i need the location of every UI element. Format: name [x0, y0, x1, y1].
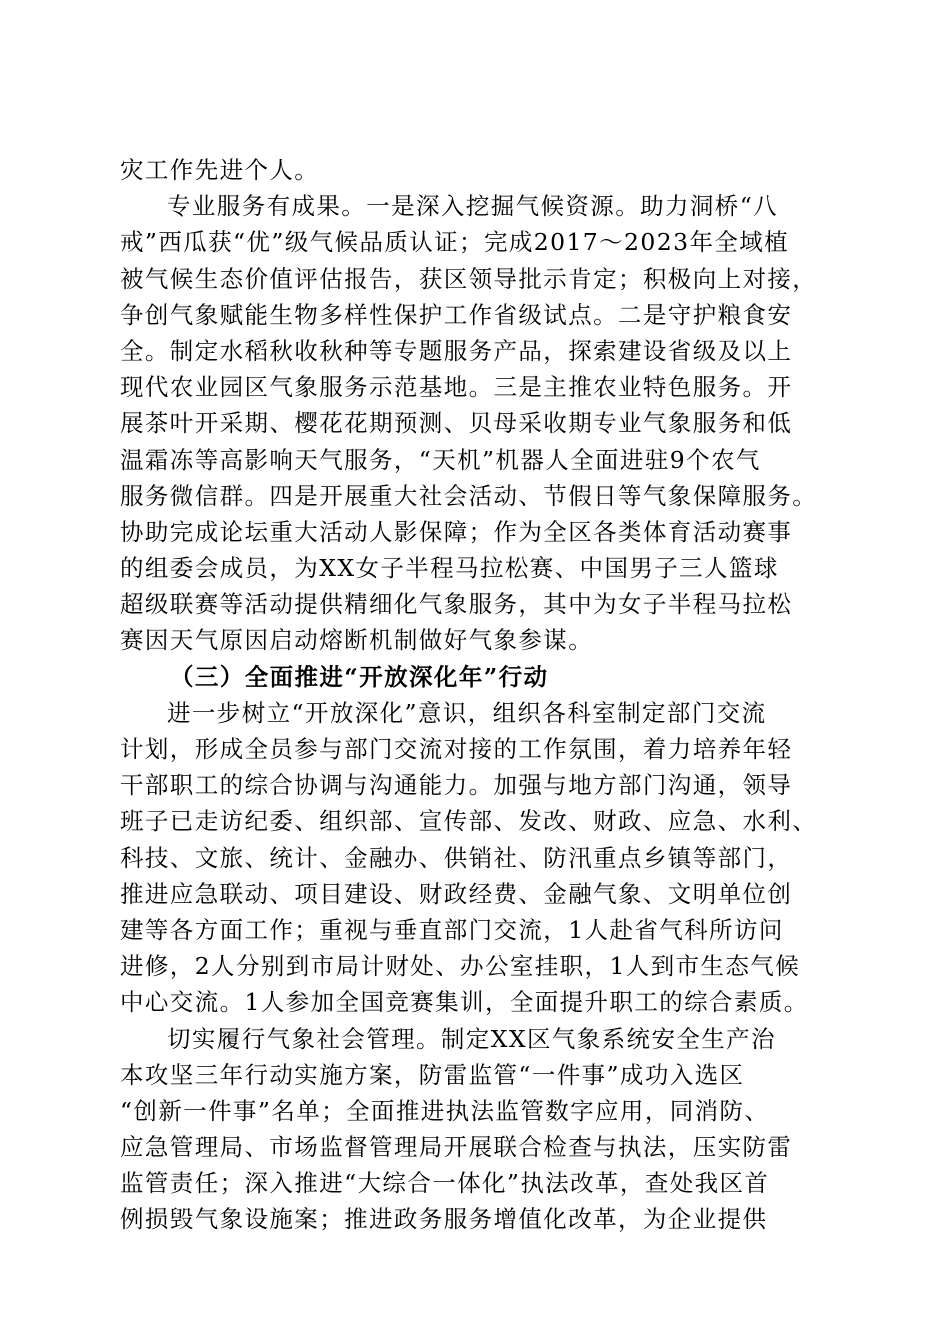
paragraph-line: 争创气象赋能生物多样性保护工作省级试点。二是守护粮食安: [120, 300, 793, 329]
paragraph-line: “创新一件事”名单；全面推进执法监管数字应用，同消防、: [120, 1096, 770, 1125]
paragraph-line: 温霜冻等高影响天气服务，“天机”机器人全面进驻9个农气: [120, 445, 761, 474]
paragraph-line: 监管责任；深入推进“大综合一体化”执法改革，查处我区首: [120, 1169, 770, 1198]
paragraph-line: 例损毁气象设施案；推进政务服务增值化改革，为企业提供: [120, 1205, 768, 1234]
paragraph-line: 专业服务有成果。一是深入挖掘气候资源。助力洞桥“八: [167, 192, 779, 221]
paragraph-line: 科技、文旅、统计、金融办、供销社、防汛重点乡镇等部门，: [120, 843, 793, 872]
paragraph-line: 计划，形成全员参与部门交流对接的工作氛围，着力培养年轻: [120, 735, 793, 763]
paragraph-line: 进修，2人分别到市局计财处、办公室挂职，1人到市生态气候: [120, 952, 801, 981]
paragraph-line: 建等各方面工作；重视与垂直部门交流，1人赴省气科所访问: [120, 915, 784, 944]
paragraph-line: 切实履行气象社会管理。制定XX区气象系统安全生产治: [167, 1024, 776, 1053]
paragraph-line: 展茶叶开采期、樱花花期预测、贝母采收期专业气象服务和低: [120, 409, 793, 438]
paragraph-line: 本攻坚三年行动实施方案，防雷监管“一件事”成功入选区: [120, 1060, 745, 1089]
paragraph-line: 现代农业园区气象服务示范基地。三是主推农业特色服务。开: [120, 373, 793, 402]
paragraph-line: 服务微信群。四是开展重大社会活动、节假日等气象保障服务。: [120, 481, 818, 510]
paragraph-line: 超级联赛等活动提供精细化气象服务，其中为女子半程马拉松: [120, 590, 793, 619]
paragraph-line: 应急管理局、市场监督管理局开展联合检查与执法，压实防雷: [120, 1133, 793, 1162]
paragraph-line: 进一步树立“开放深化”意识，组织各科室制定部门交流: [167, 698, 767, 727]
paragraph-line: 的组委会成员，为XX女子半程马拉松赛、中国男子三人篮球: [120, 554, 779, 583]
paragraph-line: 灾工作先进个人。: [120, 156, 320, 184]
paragraph-line: 班子已走访纪委、组织部、宣传部、发改、财政、应急、水利、: [120, 807, 818, 836]
paragraph-line: 全。制定水稻秋收秋种等专题服务产品，探索建设省级及以上: [120, 336, 793, 365]
paragraph-line: 被气候生态价值评估报告，获区领导批示肯定；积极向上对接，: [120, 264, 818, 293]
paragraph-line: 推进应急联动、项目建设、财政经费、金融气象、文明单位创: [120, 879, 793, 908]
paragraph-line: 赛因天气原因启动熔断机制做好气象参谋。: [120, 626, 594, 655]
document-body: [120, 152, 830, 1238]
paragraph-line: 中心交流。1人参加全国竞赛集训，全面提升职工的综合素质。: [120, 988, 809, 1017]
paragraph-line: 协助完成论坛重大活动人影保障；作为全区各类体育活动赛事: [120, 517, 793, 546]
paragraph-line: 干部职工的综合协调与沟通能力。加强与地方部门沟通，领导: [120, 771, 793, 800]
paragraph-line: 戒”西瓜获“优”级气候品质认证；完成2017～2023年全域植: [120, 228, 790, 257]
section-heading: （三）全面推进“开放深化年”行动: [170, 662, 549, 691]
